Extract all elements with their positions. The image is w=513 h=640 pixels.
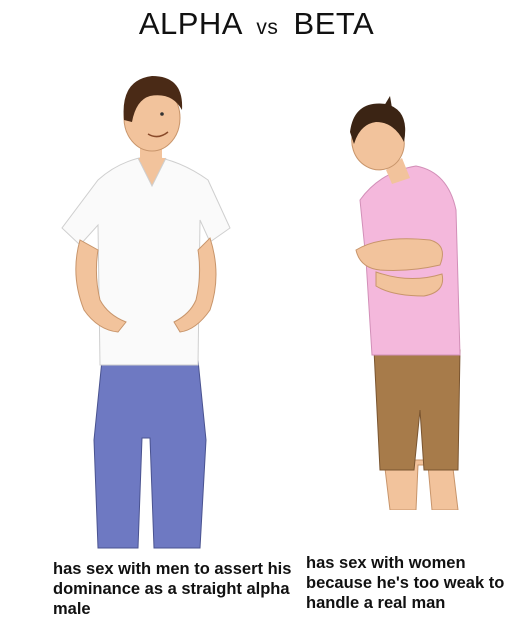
alpha-pants <box>94 360 206 548</box>
title-beta: BETA <box>293 6 375 41</box>
page-title <box>0 6 513 42</box>
beta-arms <box>356 239 442 271</box>
caption-alpha: has sex with men to assert his dominance as a straight alpha male <box>53 560 292 618</box>
beta-shorts <box>374 350 460 470</box>
caption-beta: has sex with women because he's too weak to handle a real man <box>306 554 505 612</box>
alpha-figure <box>40 60 250 550</box>
beta-figure <box>320 60 490 510</box>
title-vs: vs <box>256 16 279 39</box>
title-alpha: ALPHA <box>138 6 242 41</box>
